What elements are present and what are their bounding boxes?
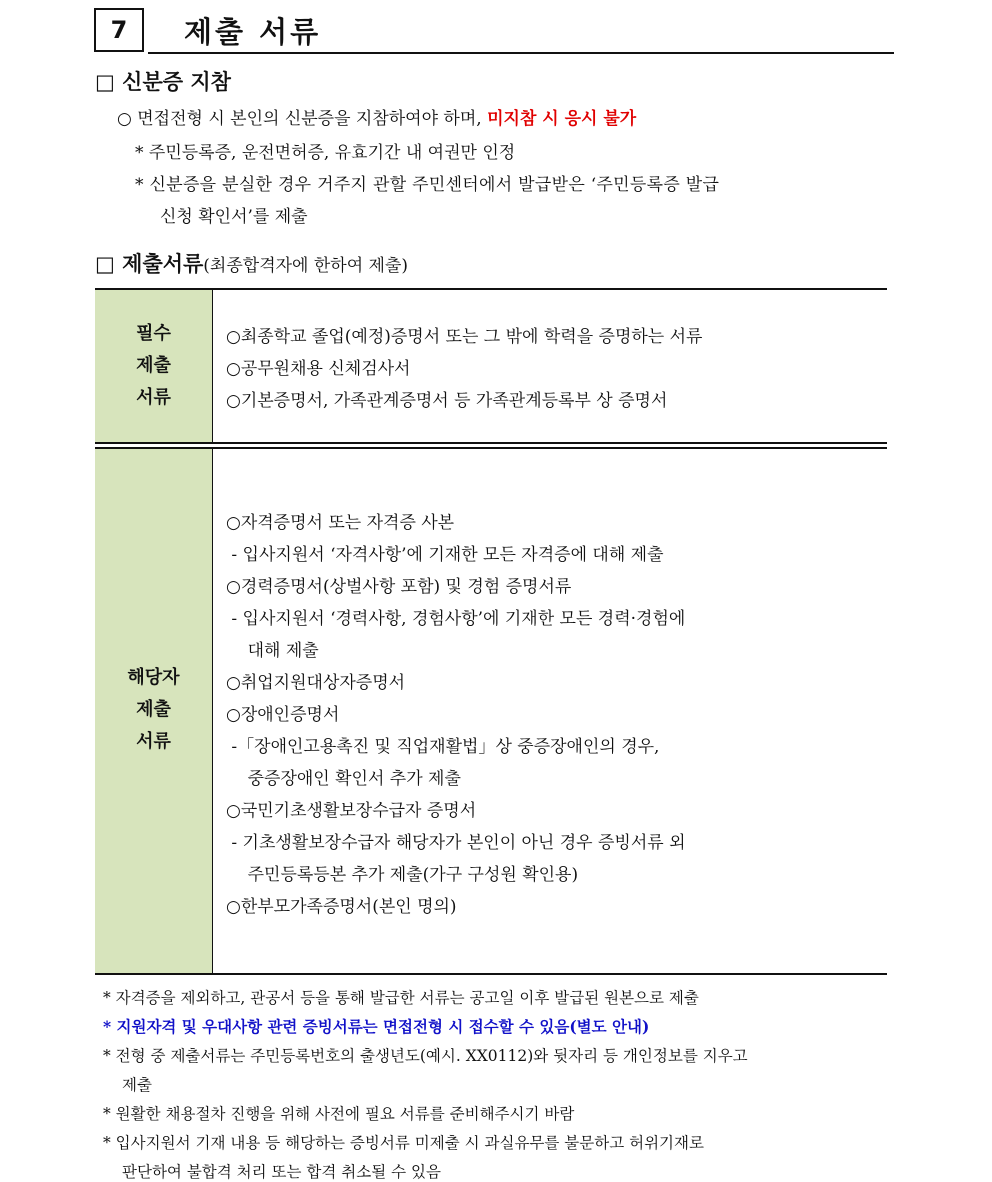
title-underline <box>148 52 894 54</box>
id-bullet <box>117 104 636 129</box>
applicable-item-9: 중증장애인 확인서 추가 제출 <box>226 769 461 789</box>
table-double-border-2 <box>95 447 887 449</box>
id-bullet-text: ○ 면접전형 시 본인의 신분증을 지참하여야 하며, <box>117 109 488 129</box>
footnote-5: * 입사지원서 기재 내용 등 해당하는 증빙서류 미제출 시 과실유무를 불문하고 허위기재로 <box>103 1134 704 1152</box>
applicable-item-6: ○취업지원대상자증명서 <box>226 673 406 693</box>
id-bullet-highlight: 미지참 시 응시 불가 <box>487 109 637 129</box>
applicable-item-2: - 입사지원서 ‘자격사항’에 기재한 모든 자격증에 대해 제출 <box>226 545 664 565</box>
table-double-border-1 <box>95 442 887 444</box>
docs-section-title: □ 제출서류(최종합격자에 한하여 제출) <box>95 252 409 276</box>
required-item-3: ○기본증명서, 가족관계증명서 등 가족관계등록부 상 증명서 <box>226 391 668 411</box>
footnote-1: * 자격증을 제외하고, 관공서 등을 통해 발급한 서류는 공고일 이후 발급된 원본으로 제출 <box>103 989 699 1007</box>
id-section-title: □ 신분증 지참 <box>95 70 231 94</box>
table-top-border <box>95 288 887 290</box>
footnote-2: * 지원자격 및 우대사항 관련 증빙서류는 면접전형 시 접수할 수 있음(별도 안내) <box>103 1017 650 1036</box>
table-bottom-border <box>95 973 887 975</box>
section-number: 7 <box>94 8 144 52</box>
footnote-3: * 전형 중 제출서류는 주민등록번호의 출생년도(예시. XX0112)와 뒷자리 등 개인정보를 지우고 <box>103 1047 748 1065</box>
footnote-3-cont: 제출 <box>122 1076 152 1094</box>
column-divider-1 <box>212 290 213 442</box>
id-note-1: * 주민등록증, 운전면허증, 유효기간 내 여권만 인정 <box>135 143 516 163</box>
applicable-item-8: -「장애인고용촉진 및 직업재활법」상 중증장애인의 경우, <box>226 737 660 757</box>
id-note-2: * 신분증을 분실한 경우 거주지 관할 주민센터에서 발급받은 ‘주민등록증 발급 <box>135 175 720 195</box>
section-title: 제출 서류 <box>184 15 322 49</box>
footnote-4: * 원활한 채용절차 진행을 위해 사전에 필요 서류를 준비해주시기 바람 <box>103 1105 575 1123</box>
id-note-2-cont: 신청 확인서’를 제출 <box>160 207 308 227</box>
applicable-item-1: ○자격증명서 또는 자격증 사본 <box>226 513 455 533</box>
applicable-item-11: - 기초생활보장수급자 해당자가 본인이 아닌 경우 증빙서류 외 <box>226 833 686 853</box>
column-divider-2 <box>212 449 213 973</box>
footnote-5-cont: 판단하여 불합격 처리 또는 합격 취소될 수 있음 <box>122 1163 441 1181</box>
required-item-2: ○공무원채용 신체검사서 <box>226 359 411 379</box>
applicable-item-10: ○국민기초생활보장수급자 증명서 <box>226 801 477 821</box>
applicable-item-3: ○경력증명서(상벌사항 포함) 및 경험 증명서류 <box>226 577 572 597</box>
required-label: 필수 제출 서류 <box>136 323 171 408</box>
applicable-item-7: ○장애인증명서 <box>226 705 340 725</box>
applicable-item-13: ○한부모가족증명서(본인 명의) <box>226 897 457 917</box>
applicable-item-4: - 입사지원서 ‘경력사항, 경험사항’에 기재한 모든 경력·경험에 <box>226 609 686 629</box>
applicable-item-12: 주민등록등본 추가 제출(가구 구성원 확인용) <box>226 865 579 885</box>
applicable-label: 해당자 제출 서류 <box>127 667 180 752</box>
required-item-1: ○최종학교 졸업(예정)증명서 또는 그 밖에 학력을 증명하는 서류 <box>226 327 703 347</box>
applicable-item-5: 대해 제출 <box>226 641 319 661</box>
